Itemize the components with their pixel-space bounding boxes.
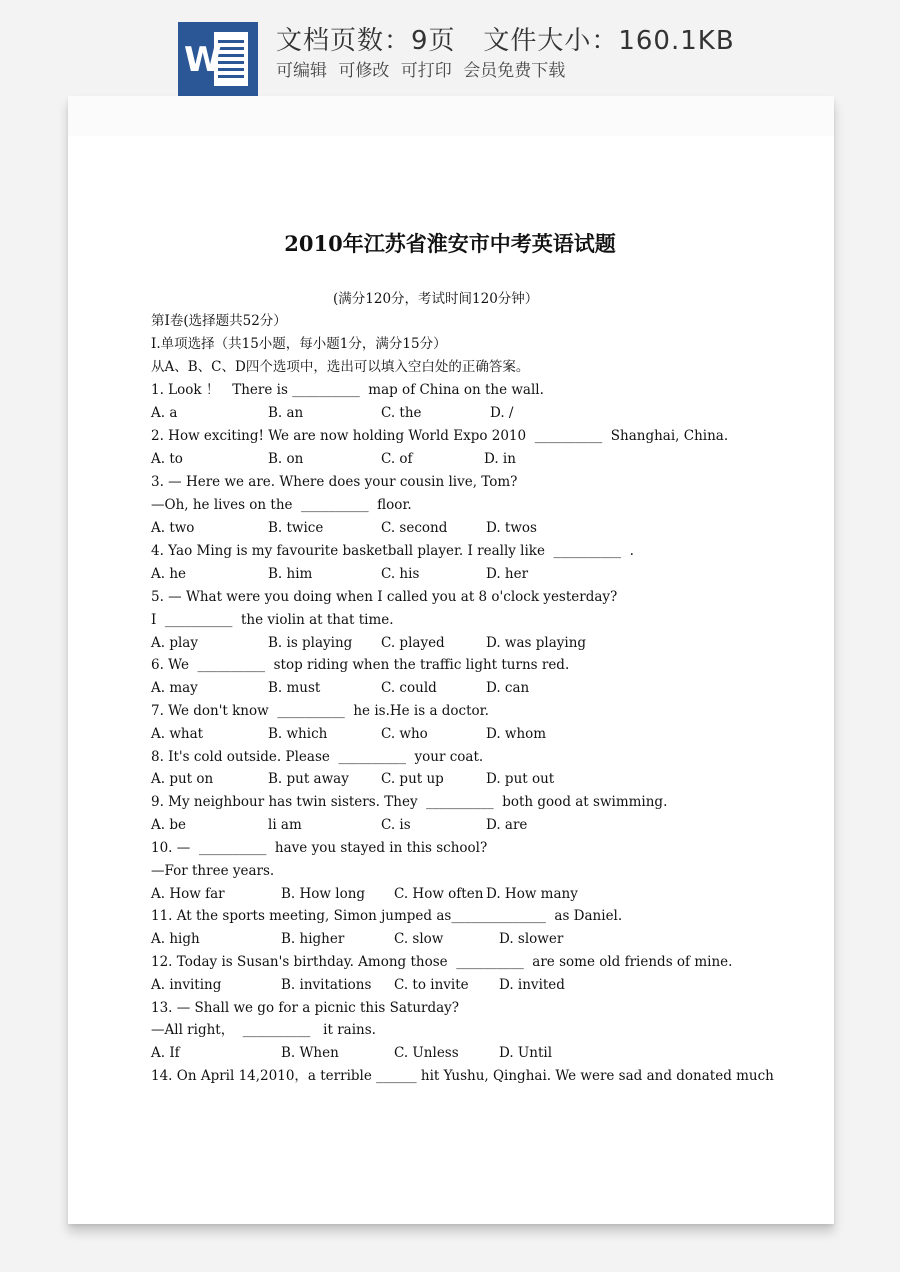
option-d: D. whom: [486, 726, 547, 742]
option-b: B. must: [268, 680, 321, 696]
question-text: 8. It's cold outside. Please __________ your coat.: [151, 749, 484, 765]
option-a: A. two: [151, 520, 195, 536]
option-c: C. put up: [381, 771, 444, 787]
option-b: B. invitations: [281, 977, 372, 993]
option-b: B. which: [268, 726, 328, 742]
instruction-text: 从A、B、C、D四个选项中，选出可以填入空白处的正确答案。: [151, 359, 530, 375]
option-d: D. /: [490, 405, 514, 421]
option-d: D. can: [486, 680, 530, 696]
option-a: A. a: [151, 405, 178, 421]
option-a: A. inviting: [151, 977, 222, 993]
document-stats: 文档页数：9页 文件大小：160.1KB: [276, 26, 735, 56]
option-b: li am: [268, 817, 302, 833]
question-text: —All right， __________ it rains.: [151, 1022, 376, 1038]
option-c: C. who: [381, 726, 428, 742]
option-d: D. was playing: [486, 635, 587, 651]
option-d: D. her: [486, 566, 529, 582]
option-d: D. slower: [499, 931, 564, 947]
option-d: D. put out: [486, 771, 555, 787]
question-text: 12. Today is Susan's birthday. Among those __________ are some old friends of mine.: [151, 954, 733, 970]
document-features: 可编辑 可修改 可打印 会员免费下载: [276, 61, 566, 81]
option-a: A. If: [151, 1045, 180, 1061]
question-text: 4. Yao Ming is my favourite basketball player. I really like __________ .: [151, 543, 634, 559]
page-top-band: [68, 96, 834, 136]
option-a: A. he: [151, 566, 187, 582]
option-d: D. How many: [486, 886, 578, 902]
option-a: A. put on: [151, 771, 214, 787]
option-b: B. When: [281, 1045, 339, 1061]
question-text: 3. — Here we are. Where does your cousin live, Tom?: [151, 474, 518, 490]
question-text: 2. How exciting! We are now holding World Expo 2010 __________ Shanghai, China.: [151, 428, 729, 444]
option-a: A. what: [151, 726, 204, 742]
question-text: 14. On April 14,2010，a terrible ______ hit Yushu, Qinghai. We were sad and donated much: [151, 1068, 774, 1084]
option-b: B. an: [268, 405, 304, 421]
option-b: B. twice: [268, 520, 324, 536]
part-heading: I.单项选择（共15小题，每小题1分，满分15分）: [151, 336, 447, 352]
option-c: C. of: [381, 451, 413, 467]
question-text: 9. My neighbour has twin sisters. They __________ both good at swimming.: [151, 794, 668, 810]
option-a: A. How far: [151, 886, 225, 902]
option-c: C. played: [381, 635, 445, 651]
option-a: A. to: [151, 451, 183, 467]
option-d: D. invited: [499, 977, 565, 993]
option-b: B. higher: [281, 931, 345, 947]
option-b: B. put away: [268, 771, 349, 787]
option-c: C. Unless: [394, 1045, 459, 1061]
exam-subtitle: (满分120分，考试时间120分钟）: [333, 291, 539, 307]
question-text: 7. We don't know __________ he is.He is a doctor.: [151, 703, 489, 719]
option-a: A. be: [151, 817, 186, 833]
question-text: 5. — What were you doing when I called you at 8 o'clock yesterday?: [151, 589, 618, 605]
option-c: C. is: [381, 817, 411, 833]
option-c: C. second: [381, 520, 448, 536]
question-text: 13. — Shall we go for a picnic this Saturday?: [151, 1000, 460, 1016]
option-a: A. may: [151, 680, 198, 696]
question-text: —For three years.: [151, 863, 275, 879]
option-c: C. slow: [394, 931, 444, 947]
word-logo-letter: W: [184, 40, 222, 80]
question-text: I __________ the violin at that time.: [151, 612, 394, 628]
option-d: D. Until: [499, 1045, 553, 1061]
document-info-banner: [0, 0, 900, 96]
option-a: A. play: [151, 635, 198, 651]
option-c: C. his: [381, 566, 420, 582]
option-b: B. is playing: [268, 635, 353, 651]
word-document-icon: [178, 22, 258, 96]
option-d: D. are: [486, 817, 528, 833]
option-d: D. in: [484, 451, 516, 467]
option-c: C. could: [381, 680, 437, 696]
option-c: C. to invite: [394, 977, 469, 993]
option-c: C. the: [381, 405, 422, 421]
exam-title: 2010年江苏省淮安市中考英语试题: [284, 231, 616, 256]
question-text: 6. We __________ stop riding when the traffic light turns red.: [151, 657, 570, 673]
option-d: D. twos: [486, 520, 537, 536]
option-c: C. How often: [394, 886, 484, 902]
section-heading: 第I卷(选择题共52分）: [151, 313, 287, 329]
question-text: 10. — __________ have you stayed in this school?: [151, 840, 488, 856]
question-text: 1. Look ！ There is __________ map of China on the wall.: [151, 382, 544, 398]
option-b: B. on: [268, 451, 304, 467]
option-b: B. him: [268, 566, 313, 582]
option-b: B. How long: [281, 886, 366, 902]
question-text: 11. At the sports meeting, Simon jumped as______________ as Daniel.: [151, 908, 623, 924]
question-text: —Oh, he lives on the __________ floor.: [151, 497, 412, 513]
option-a: A. high: [151, 931, 200, 947]
